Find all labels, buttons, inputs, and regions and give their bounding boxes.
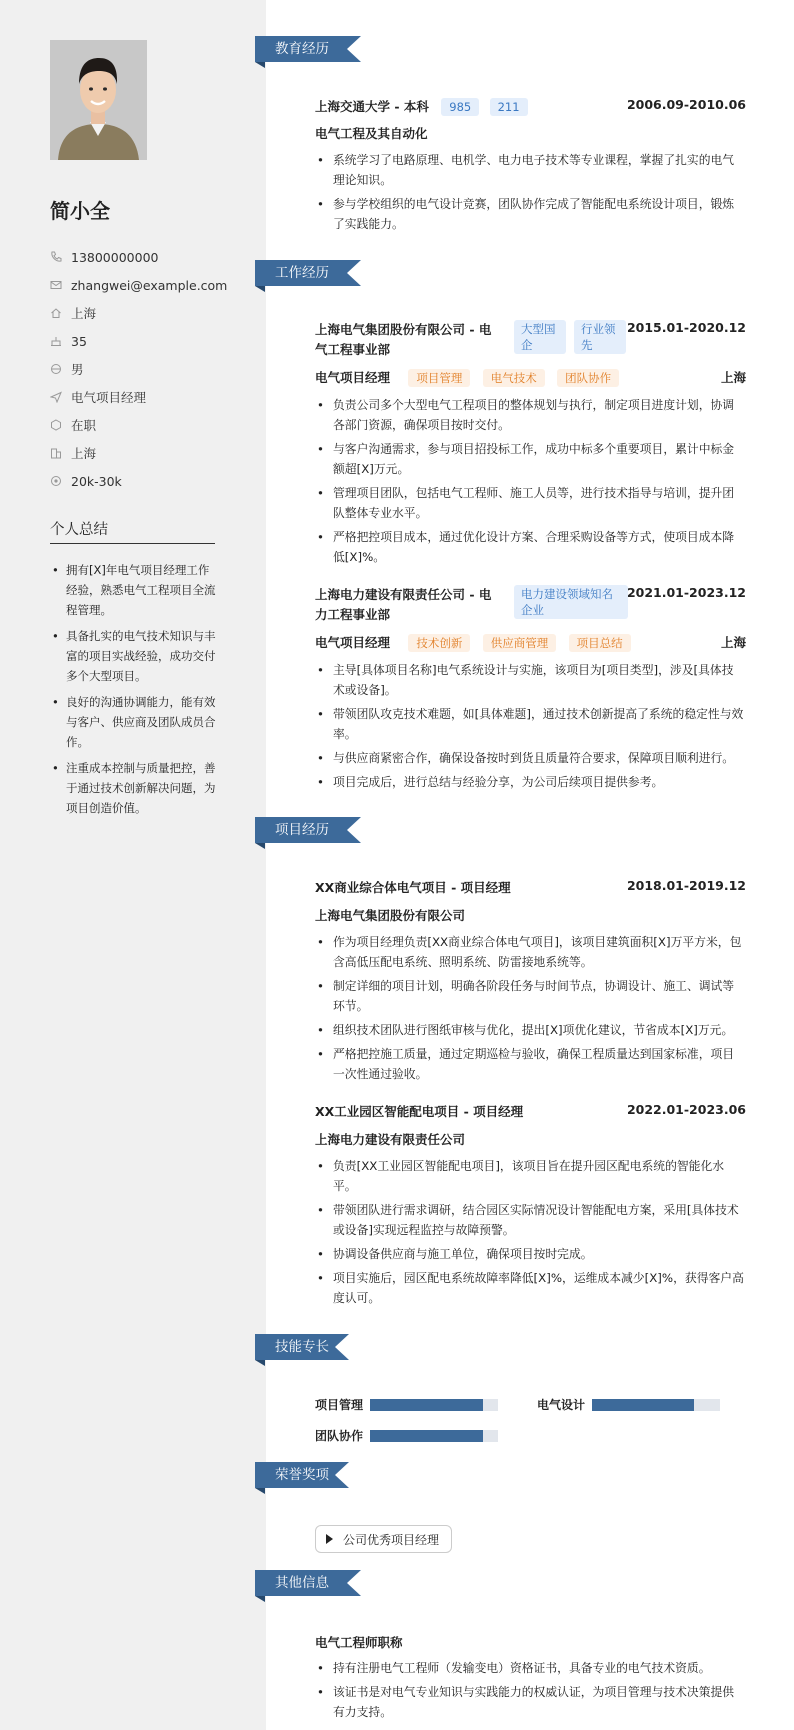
ribbon-fold bbox=[255, 843, 265, 849]
ribbon-tail bbox=[335, 1462, 349, 1488]
contact-city-text: 上海 bbox=[71, 306, 97, 321]
contact-list bbox=[50, 243, 250, 495]
profile-name: 简小全 bbox=[50, 199, 110, 223]
contact-work-city bbox=[50, 439, 250, 467]
list-item: • 与供应商紧密合作，确保设备按时到货且质量符合要求，保障项目顺利进行。 bbox=[315, 748, 745, 768]
list-item: • 主导[具体项目名称]电气系统设计与实施，该项目为[项目类型]，涉及[具体技术或设备]。 bbox=[315, 660, 745, 700]
play-icon bbox=[326, 1534, 333, 1544]
ribbon-fold bbox=[255, 1488, 265, 1494]
contact-email[interactable] bbox=[50, 271, 250, 299]
skill-bar bbox=[370, 1399, 498, 1411]
list-item: • 组织技术团队进行图纸审核与优化，提出[X]项优化建议，节省成本[X]万元。 bbox=[315, 1020, 745, 1040]
project-date: 2018.01-2019.12 bbox=[626, 878, 746, 893]
contact-phone-text: 13800000000 bbox=[71, 249, 159, 265]
contact-position bbox=[50, 383, 250, 411]
contact-salary bbox=[50, 467, 250, 495]
award-item[interactable] bbox=[315, 1525, 452, 1553]
contact-status-text: 在职 bbox=[71, 418, 97, 433]
ribbon-fold bbox=[255, 1596, 265, 1602]
gender-icon bbox=[50, 363, 62, 375]
summary-item: • 良好的沟通协调能力，能有效与客户、供应商及团队成员合作。 bbox=[50, 692, 220, 752]
avatar bbox=[50, 40, 147, 160]
home-icon bbox=[50, 307, 62, 319]
ribbon-tail bbox=[335, 1334, 349, 1360]
contact-gender bbox=[50, 355, 250, 383]
work-date: 2021.01-2023.12 bbox=[626, 585, 746, 600]
education-bullets bbox=[315, 150, 745, 238]
list-item: • 负责公司多个大型电气工程项目的整体规划与执行，制定项目进度计划，协调各部门资源，确保项目按时交付。 bbox=[315, 395, 745, 435]
role-tag: 团队协作 bbox=[557, 369, 619, 387]
education-major: 电气工程及其自动化 bbox=[315, 126, 428, 141]
education-school-name: 上海交通大学 - 本科 bbox=[315, 99, 429, 114]
ribbon-tail bbox=[347, 817, 361, 843]
company-tag: 大型国企 bbox=[514, 320, 566, 354]
section-title: 项目经历 bbox=[255, 817, 347, 843]
list-item: • 与客户沟通需求，参与项目招投标工作，成功中标多个重要项目，累计中标金额超[X]万元。 bbox=[315, 439, 745, 479]
summary-divider bbox=[50, 543, 215, 544]
role-tag: 电气技术 bbox=[483, 369, 545, 387]
summary-item: • 注重成本控制与质量把控，善于通过技术创新解决问题，为项目创造价值。 bbox=[50, 758, 220, 818]
summary-item: • 拥有[X]年电气项目经理工作经验，熟悉电气工程项目全流程管理。 bbox=[50, 560, 220, 620]
other-title: 电气工程师职称 bbox=[315, 1635, 403, 1650]
skill-name: 电气设计 bbox=[537, 1398, 586, 1412]
project-bullets bbox=[315, 932, 745, 1088]
work-location: 上海 bbox=[720, 635, 746, 650]
summary-item: • 具备扎实的电气技术知识与丰富的项目实战经验，成功交付多个大型项目。 bbox=[50, 626, 220, 686]
work-role-title: 电气项目经理 bbox=[315, 370, 391, 385]
list-item: • 严格把控施工质量，通过定期巡检与验收，确保工程质量达到国家标准，项目一次性通过验收。 bbox=[315, 1044, 745, 1084]
skill-name: 项目管理 bbox=[315, 1398, 364, 1412]
list-item: • 带领团队进行需求调研，结合园区实际情况设计智能配电方案，采用[具体技术或设备]实现远程监控与故障预警。 bbox=[315, 1200, 745, 1240]
building-icon bbox=[50, 447, 62, 459]
ribbon-fold bbox=[255, 1360, 265, 1366]
work-bullets bbox=[315, 660, 745, 796]
list-item: • 带领团队攻克技术难题，如[具体难题]，通过技术创新提高了系统的稳定性与效率。 bbox=[315, 704, 745, 744]
send-icon bbox=[50, 391, 62, 403]
contact-salary-text: 20k-30k bbox=[71, 473, 122, 489]
project-bullets bbox=[315, 1156, 745, 1312]
role-tag: 供应商管理 bbox=[483, 634, 557, 652]
list-item: • 持有注册电气工程师（发输变电）资格证书，具备专业的电气技术资质。 bbox=[315, 1658, 745, 1678]
role-tag: 项目管理 bbox=[408, 369, 470, 387]
contact-age bbox=[50, 327, 250, 355]
contact-age-text: 35 bbox=[71, 333, 87, 349]
role-tag: 项目总结 bbox=[569, 634, 631, 652]
skill-bar bbox=[370, 1430, 498, 1442]
tag-211: 211 bbox=[490, 98, 528, 116]
list-item: • 负责[XX工业园区智能配电项目]，该项目旨在提升园区配电系统的智能化水平。 bbox=[315, 1156, 745, 1196]
ribbon-fold bbox=[255, 286, 265, 292]
section-title: 工作经历 bbox=[255, 260, 347, 286]
list-item: • 管理项目团队，包括电气工程师、施工人员等，进行技术指导与培训，提升团队整体专业水平。 bbox=[315, 483, 745, 523]
award-label: 公司优秀项目经理 bbox=[343, 1532, 440, 1547]
ribbon-fold bbox=[255, 62, 265, 68]
mail-icon bbox=[50, 279, 62, 291]
summary-list bbox=[50, 560, 220, 824]
section-title: 荣誉奖项 bbox=[255, 1462, 335, 1488]
contact-phone[interactable] bbox=[50, 243, 250, 271]
contact-work-city-text: 上海 bbox=[71, 446, 97, 461]
contact-status bbox=[50, 411, 250, 439]
contact-email-text: zhangwei@example.com bbox=[71, 277, 228, 293]
skill-bar bbox=[592, 1399, 720, 1411]
contact-city bbox=[50, 299, 250, 327]
sidebar bbox=[0, 0, 266, 1730]
project-company: 上海电力建设有限责任公司 bbox=[315, 1132, 466, 1147]
ribbon-tail bbox=[347, 260, 361, 286]
salary-icon bbox=[50, 475, 62, 487]
work-bullets bbox=[315, 395, 745, 571]
phone-icon bbox=[50, 251, 62, 263]
section-title: 教育经历 bbox=[255, 36, 347, 62]
education-date: 2006.09-2010.06 bbox=[626, 97, 746, 112]
summary-title: 个人总结 bbox=[50, 522, 108, 538]
work-role bbox=[315, 368, 627, 387]
list-item: • 系统学习了电路原理、电机学、电力电子技术等专业课程，掌握了扎实的电气理论知识。 bbox=[315, 150, 745, 190]
contact-gender-text: 男 bbox=[71, 362, 84, 377]
company-tag: 电力建设领域知名企业 bbox=[514, 585, 628, 619]
project-date: 2022.01-2023.06 bbox=[626, 1102, 746, 1117]
list-item: • 该证书是对电气专业知识与实践能力的权威认证，为项目管理与技术决策提供有力支持。 bbox=[315, 1682, 745, 1722]
status-icon bbox=[50, 419, 62, 431]
skill-bar-fill bbox=[370, 1399, 483, 1411]
skill-name: 团队协作 bbox=[315, 1429, 364, 1443]
work-location: 上海 bbox=[720, 370, 746, 385]
list-item: • 协调设备供应商与施工单位，确保项目按时完成。 bbox=[315, 1244, 745, 1264]
role-tag: 技术创新 bbox=[408, 634, 470, 652]
section-title: 其他信息 bbox=[255, 1570, 347, 1596]
work-company: 上海电力建设有限责任公司 - 电力工程事业部 bbox=[315, 587, 492, 622]
work-role bbox=[315, 633, 639, 652]
list-item: • 严格把控项目成本，通过优化设计方案、合理采购设备等方式，使项目成本降低[X]%。 bbox=[315, 527, 745, 567]
skill-bar-fill bbox=[370, 1430, 483, 1442]
cake-icon bbox=[50, 335, 62, 347]
project-title: XX工业园区智能配电项目 - 项目经理 bbox=[315, 1104, 524, 1119]
project-title: XX商业综合体电气项目 - 项目经理 bbox=[315, 880, 511, 895]
project-company: 上海电气集团股份有限公司 bbox=[315, 908, 466, 923]
work-company: 上海电气集团股份有限公司 - 电气工程事业部 bbox=[315, 322, 492, 357]
work-date: 2015.01-2020.12 bbox=[626, 320, 746, 335]
tag-985: 985 bbox=[441, 98, 479, 116]
company-tag: 行业领先 bbox=[574, 320, 626, 354]
list-item: • 参与学校组织的电气设计竞赛，团队协作完成了智能配电系统设计项目，锻炼了实践能力。 bbox=[315, 194, 745, 234]
section-title: 技能专长 bbox=[255, 1334, 335, 1360]
work-role-title: 电气项目经理 bbox=[315, 635, 391, 650]
list-item: • 项目实施后，园区配电系统故障率降低[X]%，运维成本减少[X]%，获得客户高度认可。 bbox=[315, 1268, 745, 1308]
other-bullets bbox=[315, 1658, 745, 1726]
list-item: • 项目完成后，进行总结与经验分享，为公司后续项目提供参考。 bbox=[315, 772, 745, 792]
ribbon-tail bbox=[347, 1570, 361, 1596]
contact-position-text: 电气项目经理 bbox=[71, 390, 147, 405]
ribbon-tail bbox=[347, 36, 361, 62]
list-item: • 制定详细的项目计划，明确各阶段任务与时间节点，协调设计、施工、调试等环节。 bbox=[315, 976, 745, 1016]
skill-bar-fill bbox=[592, 1399, 694, 1411]
list-item: • 作为项目经理负责[XX商业综合体电气项目]，该项目建筑面积[X]万平方米，包含高低压配电系统、照明系统、防雷接地系统等。 bbox=[315, 932, 745, 972]
